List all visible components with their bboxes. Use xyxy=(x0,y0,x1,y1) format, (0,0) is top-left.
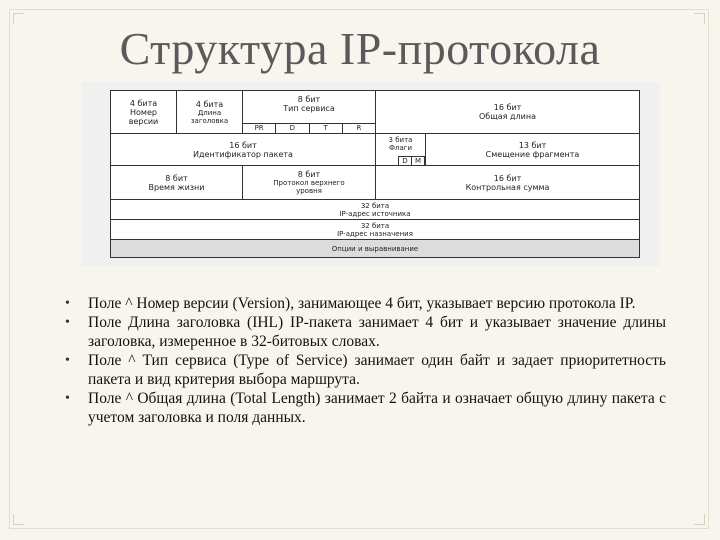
bits-label: 32 бита xyxy=(360,221,390,230)
field-name: Протокол верхнего уровня xyxy=(273,179,345,195)
header-row-5 xyxy=(111,219,639,239)
header-row-4 xyxy=(111,199,639,219)
header-row-2 xyxy=(111,133,639,165)
field-name: Идентификатор пакета xyxy=(193,149,293,159)
field-name: Длина заголовка xyxy=(190,108,229,125)
bits-label: 8 бит xyxy=(297,95,321,104)
bits-label: 13 бит xyxy=(518,140,547,150)
ip-header-diagram xyxy=(82,82,660,266)
tos-d: D xyxy=(275,123,308,133)
frame-corner xyxy=(694,514,705,525)
bullet-list xyxy=(62,294,666,427)
field-identification xyxy=(111,134,376,165)
field-destination-address xyxy=(111,220,639,239)
bits-label: 16 бит xyxy=(229,140,257,150)
header-row-3 xyxy=(111,165,639,199)
field-options xyxy=(111,240,639,257)
bits-label: 4 бита xyxy=(129,98,158,108)
bullet-item: • Поле ^ Тип сервиса (Type of Service) занимает один байт и задает приоритетность пакета и вид критерия выбора маршрута. xyxy=(62,351,666,389)
field-fragment-offset xyxy=(426,134,639,165)
bullet-item: • Поле Длина заголовка (IHL) IP-пакета занимает 4 бит и указывает значение длины заголовка, измеренное в 32-битовых словах. xyxy=(62,313,666,351)
flag-m: M xyxy=(411,156,425,165)
field-name: IP-адрес источника xyxy=(339,209,411,218)
tos-t: T xyxy=(309,123,342,133)
flag-subfields xyxy=(399,156,425,165)
ip-header-table xyxy=(110,90,640,258)
bits-label: 3 бита xyxy=(388,136,413,144)
field-version xyxy=(111,91,177,133)
field-name: IP-адрес назначения xyxy=(337,229,413,238)
field-name: Номер версии xyxy=(128,107,159,126)
bullet-item: • Поле ^ Общая длина (Total Length) занимает 2 байта и означает общую длину пакета с учетом заголовка и поля данных. xyxy=(62,389,666,427)
tos-r: R xyxy=(342,123,375,133)
field-checksum xyxy=(376,166,639,199)
field-name: Смещение фрагмента xyxy=(485,149,580,159)
tos-pr: PR xyxy=(243,123,275,133)
field-name: Опции и выравнивание xyxy=(331,244,419,253)
field-name: Время жизни xyxy=(148,182,205,192)
field-name: Флаги xyxy=(388,144,413,152)
slide-title: Структура IP-протокола xyxy=(119,23,601,74)
field-name: Общая длина xyxy=(479,112,536,121)
field-name: Контрольная сумма xyxy=(465,182,550,192)
field-source-address xyxy=(111,200,639,219)
tos-subfields xyxy=(243,123,375,133)
header-row-1 xyxy=(111,91,639,133)
bullet-item: • Поле ^ Номер версии (Version), занимающее 4 бит, указывает версию протокола IP. xyxy=(62,294,666,313)
bits-label: 4 бита xyxy=(195,99,224,109)
field-ihl xyxy=(177,91,243,133)
bits-label: 32 бита xyxy=(360,201,390,210)
field-total-length xyxy=(376,91,639,133)
field-tos xyxy=(243,91,376,133)
frame-corner xyxy=(13,514,24,525)
flag-d: D xyxy=(398,156,412,165)
bits-label: 16 бит xyxy=(493,103,522,112)
header-row-6 xyxy=(111,239,639,257)
field-name: Тип сервиса xyxy=(283,104,335,113)
bits-label: 16 бит xyxy=(493,173,522,183)
field-flags xyxy=(376,134,426,165)
field-ttl xyxy=(111,166,243,199)
field-protocol xyxy=(243,166,376,199)
bits-label: 8 бит xyxy=(297,170,321,179)
bits-label: 8 бит xyxy=(165,173,188,183)
